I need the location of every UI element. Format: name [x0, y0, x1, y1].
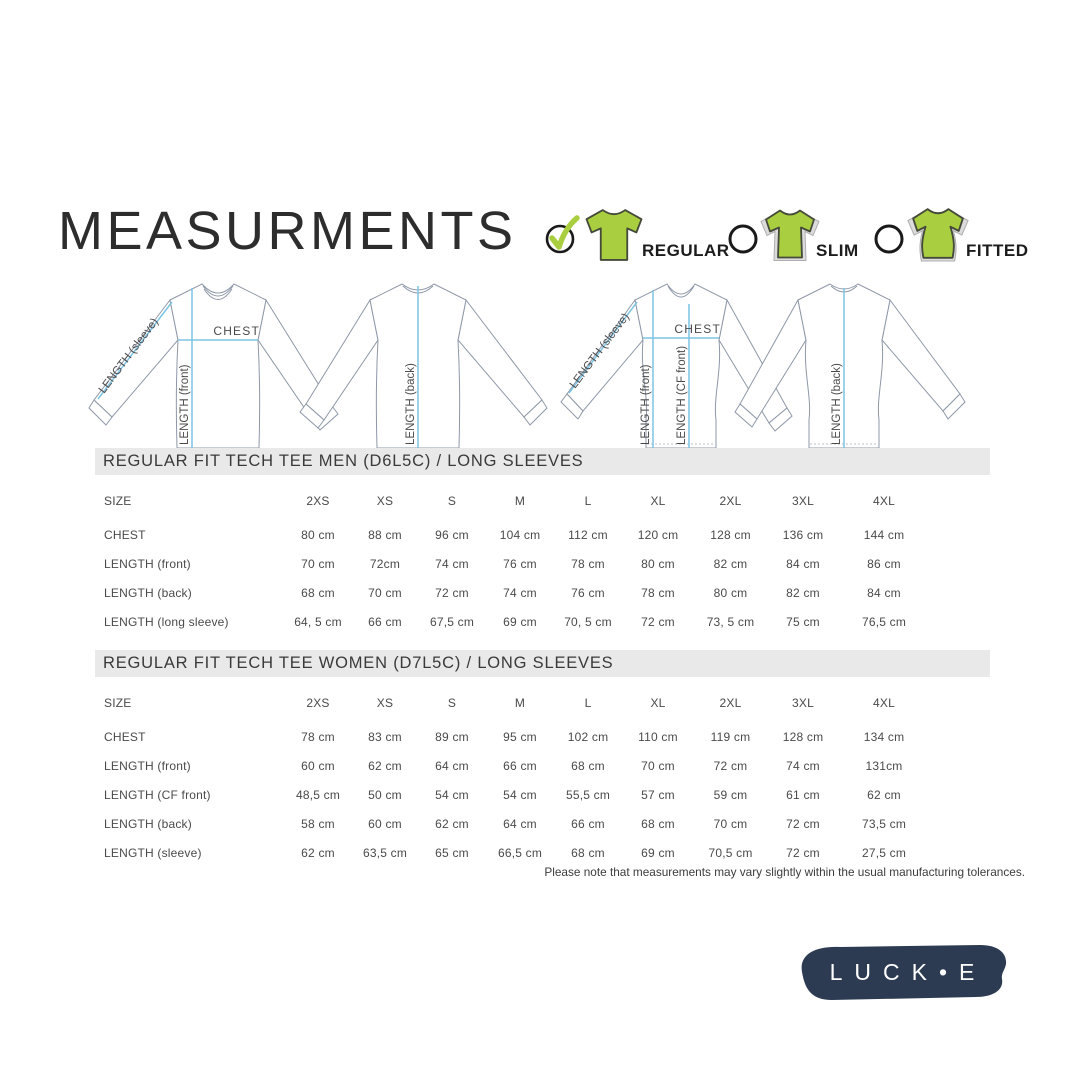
- value-cell: 73,5 cm: [861, 816, 907, 831]
- table-row: [95, 780, 990, 809]
- value-cell: 27,5 cm: [861, 845, 907, 860]
- women-sleeve-label: LENGTH (sleeve): [567, 311, 633, 391]
- value-cell: 2XS: [306, 696, 330, 710]
- value-cell: 78 cm: [571, 556, 605, 571]
- table-title: REGULAR FIT TECH TEE MEN (D6L5C) / LONG SLEEVES: [103, 452, 584, 470]
- size-header-row: [95, 677, 990, 722]
- men-sleeve-label: LENGTH (sleeve): [96, 316, 162, 396]
- value-cell: 66 cm: [368, 614, 402, 629]
- row-label: SIZE: [104, 494, 132, 508]
- value-cell: 95 cm: [503, 729, 537, 744]
- value-cell: 60 cm: [368, 816, 402, 831]
- table-row: [95, 520, 990, 549]
- row-label: LENGTH (sleeve): [104, 845, 202, 860]
- value-cell: 69 cm: [641, 845, 675, 860]
- women-front-length-label: LENGTH (front): [640, 364, 652, 445]
- value-cell: 76 cm: [503, 556, 537, 571]
- value-cell: 68 cm: [301, 585, 335, 600]
- women-front-left-sleeve: [567, 300, 643, 411]
- value-cell: 57 cm: [641, 787, 675, 802]
- fit-option-label: SLIM: [816, 241, 859, 260]
- checked-radio-icon[interactable]: [544, 214, 582, 256]
- table-row: [95, 607, 990, 636]
- value-cell: M: [514, 696, 526, 710]
- fit-option-fitted[interactable]: [872, 200, 1029, 262]
- value-cell: 86 cm: [867, 556, 901, 571]
- value-cell: 75 cm: [786, 614, 820, 629]
- value-cell: M: [514, 494, 526, 508]
- value-cell: 76,5 cm: [861, 614, 907, 629]
- value-cell: L: [584, 696, 592, 710]
- value-cell: XS: [376, 696, 394, 710]
- value-cell: 2XS: [306, 494, 330, 508]
- value-cell: 74 cm: [503, 585, 537, 600]
- value-cell: 89 cm: [435, 729, 469, 744]
- value-cell: 84 cm: [867, 585, 901, 600]
- value-cell: 120 cm: [637, 527, 679, 542]
- value-cell: 128 cm: [710, 527, 751, 542]
- value-cell: 68 cm: [571, 758, 605, 773]
- value-cell: 104 cm: [499, 527, 541, 542]
- women-cf-front-label: LENGTH (CF front): [676, 345, 688, 445]
- value-cell: 74 cm: [435, 556, 469, 571]
- table-title-bar: [95, 448, 990, 475]
- men-front-length-label: LENGTH (front): [179, 364, 191, 445]
- women-size-table: [95, 650, 990, 867]
- value-cell: 64, 5 cm: [294, 614, 342, 629]
- value-cell: 54 cm: [503, 787, 537, 802]
- row-label: LENGTH (back): [104, 585, 192, 600]
- row-label: SIZE: [104, 696, 132, 710]
- value-cell: 48,5 cm: [295, 787, 341, 802]
- value-cell: 72 cm: [786, 816, 820, 831]
- table-title-bar: [95, 650, 990, 677]
- value-cell: 74 cm: [786, 758, 820, 773]
- value-cell: 131cm: [865, 758, 903, 773]
- value-cell: 4XL: [873, 696, 895, 710]
- value-cell: 66 cm: [503, 758, 537, 773]
- value-cell: 61 cm: [786, 787, 820, 802]
- value-cell: 70 cm: [301, 556, 335, 571]
- women-back-length-label: LENGTH (back): [831, 363, 843, 445]
- value-cell: 68 cm: [571, 845, 605, 860]
- value-cell: 134 cm: [863, 729, 905, 744]
- table-row: [95, 578, 990, 607]
- row-label: LENGTH (back): [104, 816, 192, 831]
- value-cell: 64 cm: [503, 816, 537, 831]
- table-row: [95, 751, 990, 780]
- value-cell: L: [584, 494, 592, 508]
- table-row: [95, 549, 990, 578]
- value-cell: 62 cm: [867, 787, 901, 802]
- men-back-left-sleeve: [306, 300, 378, 420]
- value-cell: 3XL: [792, 696, 814, 710]
- value-cell: 63,5 cm: [362, 845, 408, 860]
- value-cell: XS: [376, 494, 394, 508]
- row-label: CHEST: [104, 527, 146, 542]
- value-cell: S: [447, 494, 457, 508]
- row-label: LENGTH (front): [104, 758, 191, 773]
- fit-option-label: FITTED: [966, 241, 1029, 260]
- value-cell: 70 cm: [641, 758, 675, 773]
- value-cell: XL: [650, 696, 666, 710]
- value-cell: 72 cm: [786, 845, 820, 860]
- value-cell: 82 cm: [786, 585, 820, 600]
- unchecked-radio-icon[interactable]: [726, 214, 760, 256]
- value-cell: 54 cm: [435, 787, 469, 802]
- value-cell: 62 cm: [301, 845, 335, 860]
- value-cell: 65 cm: [435, 845, 469, 860]
- value-cell: 2XL: [719, 494, 742, 508]
- men-chest-label: CHEST: [213, 324, 260, 338]
- value-cell: 67,5 cm: [429, 614, 475, 629]
- men-size-table: [95, 448, 990, 636]
- value-cell: 69 cm: [503, 614, 537, 629]
- women-back-right-sleeve: [882, 300, 960, 411]
- table-row: [95, 722, 990, 751]
- value-cell: 102 cm: [567, 729, 609, 744]
- value-cell: 70, 5 cm: [564, 614, 612, 629]
- value-cell: 80 cm: [301, 527, 335, 542]
- value-cell: 144 cm: [863, 527, 905, 542]
- value-cell: 62 cm: [435, 816, 469, 831]
- row-label: LENGTH (long sleeve): [104, 614, 229, 629]
- row-label: LENGTH (front): [104, 556, 191, 571]
- tolerance-note: Please note that measurements may vary slightly within the usual manufacturing tolerances.: [544, 865, 1025, 879]
- value-cell: 59 cm: [713, 787, 748, 802]
- value-cell: 66 cm: [571, 816, 605, 831]
- value-cell: 72 cm: [435, 585, 469, 600]
- page-title: MEASURMENTS: [58, 201, 517, 261]
- value-cell: 112 cm: [568, 527, 608, 542]
- value-cell: 83 cm: [368, 729, 402, 744]
- value-cell: 58 cm: [301, 816, 335, 831]
- women-chest-label: CHEST: [674, 322, 721, 336]
- unchecked-radio-icon[interactable]: [872, 214, 906, 256]
- value-cell: 72cm: [369, 556, 401, 571]
- value-cell: 119 cm: [710, 729, 751, 744]
- value-cell: 78 cm: [301, 729, 335, 744]
- value-cell: S: [447, 696, 457, 710]
- value-cell: 70,5 cm: [708, 845, 753, 860]
- men-back-right-sleeve: [458, 300, 542, 417]
- value-cell: 4XL: [873, 494, 895, 508]
- value-cell: 110 cm: [638, 729, 678, 744]
- value-cell: 2XL: [719, 696, 742, 710]
- value-cell: 3XL: [792, 494, 814, 508]
- value-cell: XL: [650, 494, 666, 508]
- value-cell: 84 cm: [786, 556, 820, 571]
- men-back-length-label: LENGTH (back): [405, 363, 417, 445]
- value-cell: 66,5 cm: [497, 845, 543, 860]
- row-label: CHEST: [104, 729, 146, 744]
- women-shirt-diagram: [555, 262, 975, 454]
- fit-option-slim[interactable]: [726, 200, 859, 262]
- fitted-tee-icon: [906, 206, 970, 262]
- slim-tee-icon: [760, 207, 820, 262]
- value-cell: 62 cm: [368, 758, 402, 773]
- table-row: [95, 838, 990, 867]
- brand-logo: [794, 941, 1012, 1003]
- value-cell: 80 cm: [713, 585, 748, 600]
- men-shirt-diagram: [88, 262, 558, 454]
- value-cell: 82 cm: [713, 556, 748, 571]
- value-cell: 72 cm: [641, 614, 675, 629]
- value-cell: 60 cm: [301, 758, 335, 773]
- value-cell: 72 cm: [713, 758, 748, 773]
- size-header-row: [95, 475, 990, 520]
- value-cell: 80 cm: [641, 556, 675, 571]
- row-label: LENGTH (CF front): [104, 787, 211, 802]
- value-cell: 96 cm: [435, 527, 469, 542]
- fit-option-regular[interactable]: [544, 200, 730, 262]
- men-front-left-sleeve: [94, 300, 178, 417]
- logo-text: LUCK•E: [829, 958, 987, 985]
- value-cell: 55,5 cm: [565, 787, 611, 802]
- value-cell: 68 cm: [641, 816, 675, 831]
- value-cell: 70 cm: [368, 585, 402, 600]
- value-cell: 136 cm: [782, 527, 824, 542]
- table-title: REGULAR FIT TECH TEE WOMEN (D7L5C) / LONG SLEEVES: [103, 654, 614, 672]
- value-cell: 76 cm: [571, 585, 605, 600]
- value-cell: 70 cm: [713, 816, 748, 831]
- value-cell: 73, 5 cm: [706, 614, 755, 629]
- fit-option-label: REGULAR: [642, 241, 730, 260]
- value-cell: 50 cm: [368, 787, 402, 802]
- value-cell: 78 cm: [641, 585, 675, 600]
- value-cell: 88 cm: [368, 527, 402, 542]
- regular-tee-icon: [582, 207, 646, 262]
- table-row: [95, 809, 990, 838]
- value-cell: 64 cm: [435, 758, 469, 773]
- value-cell: 128 cm: [782, 729, 824, 744]
